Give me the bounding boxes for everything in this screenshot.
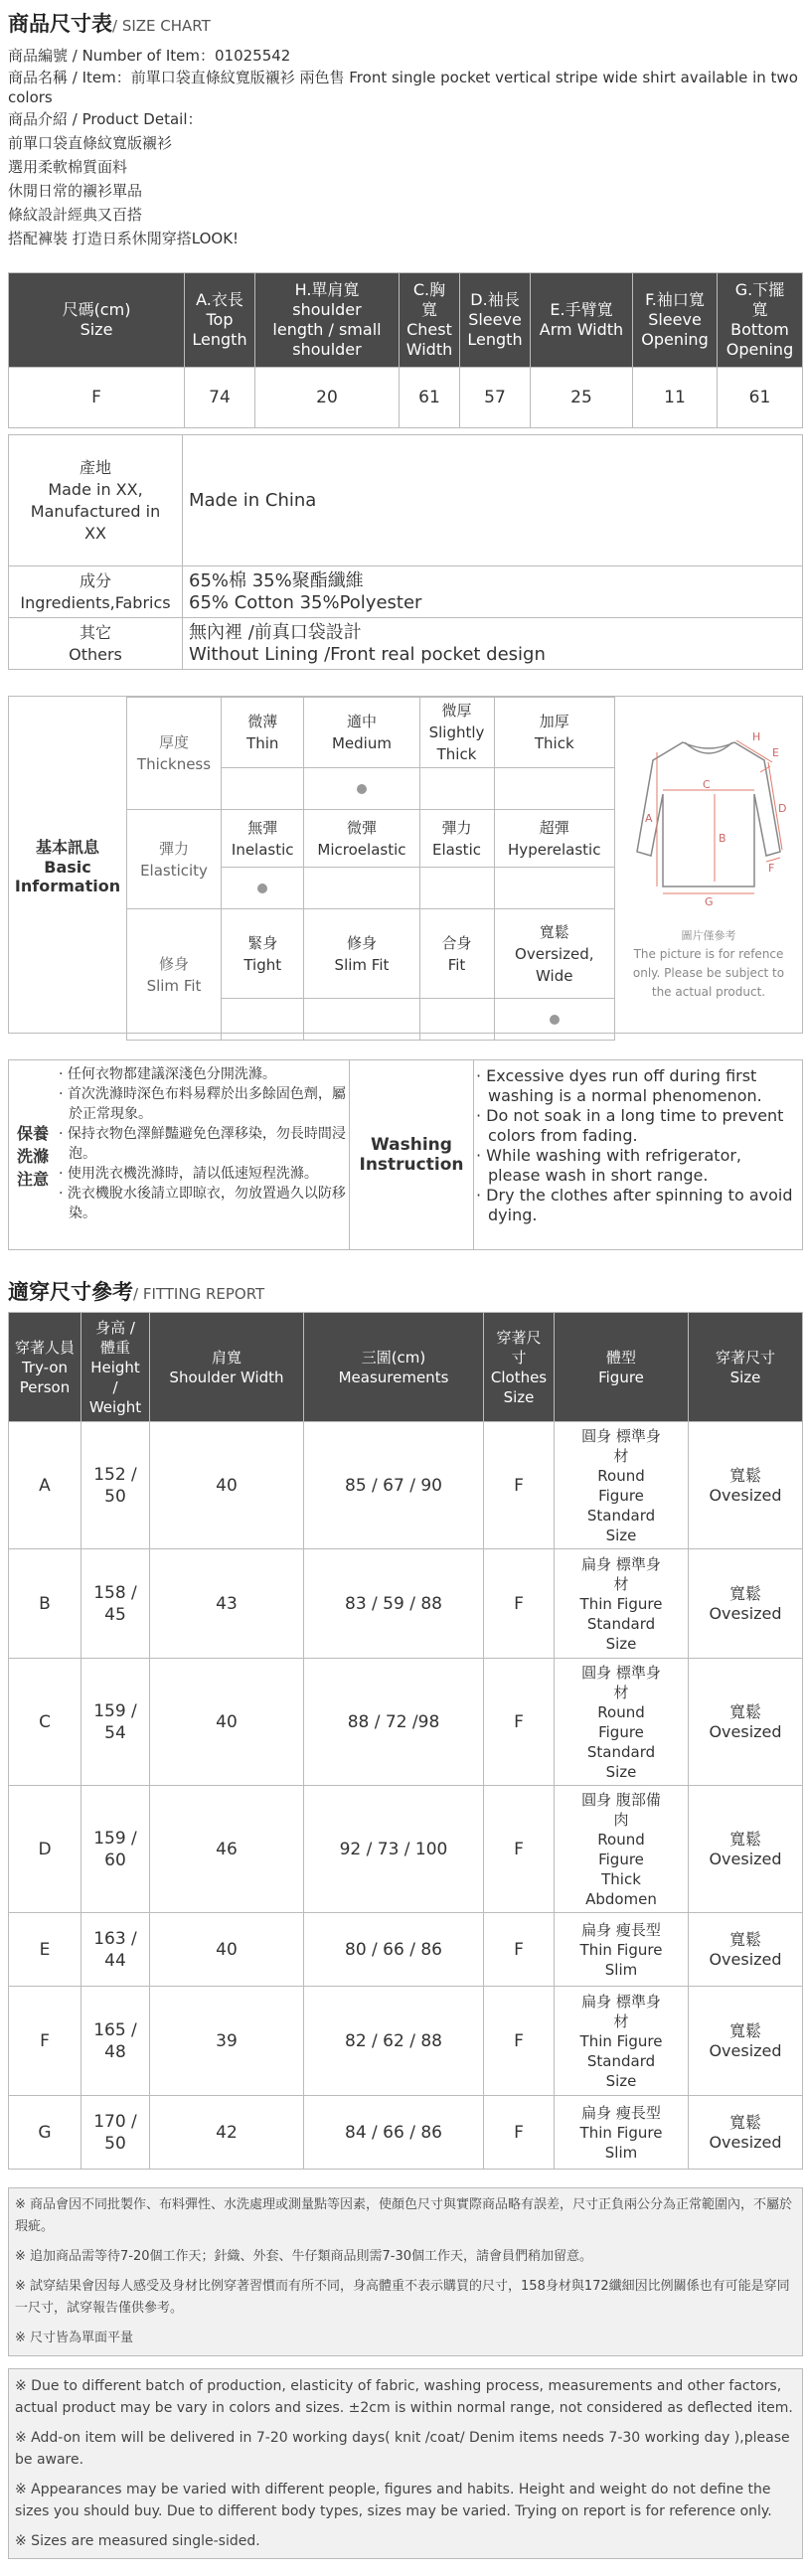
arm-width-header: E.手臂寬 Arm Width xyxy=(531,273,633,368)
bottom-opening-cell: 61 xyxy=(718,368,803,428)
size-col-header: 尺碼(cm) Size xyxy=(9,273,185,368)
figure-header: 體型 Figure xyxy=(555,1313,689,1422)
fit-fit: 合身 Fit xyxy=(419,909,494,999)
others-value xyxy=(183,618,803,670)
diagram-caption-en: The picture is for refence only. Please be subject to the actual product. xyxy=(632,947,785,999)
size-row-f xyxy=(9,368,803,428)
note-en-3: ※ Appearances may be varied with different people, figures and habits. Height and weight do not define the sizes you should buy. Due to different body types, sizes may be varied. Trying on report is for reference only. xyxy=(15,2482,772,2519)
fitting-row xyxy=(9,1913,803,1987)
measurements-cell: 92 / 73 / 100 xyxy=(304,1786,484,1913)
measurements-cell: 88 / 72 /98 xyxy=(304,1659,484,1786)
shoulder-cell: 40 xyxy=(150,1422,304,1549)
note-en-2: ※ Add-on item will be delivered in 7-20 working days( knit /coat/ Denim items needs 7-30 working day ),please be aware. xyxy=(15,2430,790,2468)
washing-list-zh xyxy=(59,1064,349,1223)
height-weight-cell: 170 / 50 xyxy=(81,2096,150,2170)
washing-label-en: Washing Instruction xyxy=(349,1060,474,1249)
height-weight-cell: 159 / 60 xyxy=(81,1786,150,1913)
washing-en-1: · Excessive dyes run off during first washing is a normal phenomenon. xyxy=(476,1066,762,1105)
note-zh-3: ※ 試穿結果會因每人感受及身材比例穿著習慣而有所不同，身高體重不表示購買的尺寸，158身材與172纖細因比例關係也有可能是穿同一尺寸，試穿報告僅供參考。 xyxy=(15,2279,790,2316)
fitting-row xyxy=(9,1786,803,1913)
fitting-title-en: / FITTING REPORT xyxy=(133,1285,265,1303)
thickness-marker-3 xyxy=(494,768,614,810)
measurements-cell: 82 / 62 / 88 xyxy=(304,1987,484,2096)
measurements-cell: 83 / 59 / 88 xyxy=(304,1549,484,1659)
diagram-letter-c: C xyxy=(703,778,711,791)
fitting-row xyxy=(9,1549,803,1659)
wear-size-header: 穿著尺寸 Size xyxy=(689,1313,803,1422)
wear-size-cell: 寬鬆 Ovesized xyxy=(689,1549,803,1659)
shoulder-cell: 39 xyxy=(150,1987,304,2096)
figure-cell: 圓身 標準身 材 Round Figure Standard Size xyxy=(555,1422,689,1549)
figure-cell: 扁身 標準身 材 Thin Figure Standard Size xyxy=(555,1549,689,1659)
washing-list-en xyxy=(476,1066,796,1225)
selected-dot-icon xyxy=(357,784,367,794)
product-detail-label: 商品介紹 / Product Detail： xyxy=(8,110,203,128)
fitting-header xyxy=(9,1313,803,1422)
height-weight-cell: 159 / 54 xyxy=(81,1659,150,1786)
person-cell: E xyxy=(9,1913,81,1987)
figure-cell: 圓身 腹部備 肉 Round Figure Thick Abdomen xyxy=(555,1786,689,1913)
wear-size-cell: 寬鬆 Ovesized xyxy=(689,1913,803,1987)
selected-dot-icon xyxy=(550,1015,560,1025)
size-chart-page xyxy=(8,0,803,2559)
shoulder-length-header: H.單肩寬 shoulder length / small shoulder xyxy=(255,273,400,368)
measurements-cell: 85 / 67 / 90 xyxy=(304,1422,484,1549)
washing-zh-1: · 任何衣物都建議深淺色分開洗滌。 xyxy=(59,1066,276,1082)
fit-marker-2 xyxy=(419,999,494,1041)
product-detail-2: 選用柔軟棉質面料 xyxy=(8,158,128,176)
thickness-marker-0 xyxy=(222,768,304,810)
wear-size-cell: 寬鬆 Ovesized xyxy=(689,1422,803,1549)
size-chart-title: 商品尺寸表 xyxy=(8,12,112,36)
thickness-thin: 微薄 Thin xyxy=(222,698,304,768)
clothes-size-cell: F xyxy=(484,2096,555,2170)
clothes-size-cell: F xyxy=(484,1422,555,1549)
fitting-row xyxy=(9,1422,803,1549)
washing-label-zh: 保養 洗滌 注意 xyxy=(16,1123,49,1189)
item-name: 商品名稱 / Item：前單口袋直條紋寬版襯衫 兩色售 Front single pocket vertical stripe wide shirt available in two colors xyxy=(8,69,798,106)
diagram-letter-e: E xyxy=(772,746,779,759)
thickness-slightly-thick: 微厚 Slightly Thick xyxy=(419,698,494,768)
note-zh-2: ※ 追加商品需等待7-20個工作天；針織、外套、牛仔類商品則需7-30個工作天，請會員們稍加留意。 xyxy=(15,2249,593,2264)
clothes-size-cell: F xyxy=(484,1659,555,1786)
fitting-table xyxy=(8,1312,803,2170)
wear-size-cell: 寬鬆 Ovesized xyxy=(689,1987,803,2096)
thickness-thick: 加厚 Thick xyxy=(494,698,614,768)
origin-table xyxy=(8,434,803,670)
size-table-header xyxy=(9,273,803,368)
product-detail-4: 條紋設計經典又百搭 xyxy=(8,206,143,224)
shoulder-cell: 40 xyxy=(150,1913,304,1987)
thickness-label: 厚度 Thickness xyxy=(127,698,222,810)
measurements-header: 三圍(cm) Measurements xyxy=(304,1313,484,1422)
thickness-marker-2 xyxy=(419,768,494,810)
top-length-header: A.衣長 Top Length xyxy=(185,273,255,368)
top-length-cell: 74 xyxy=(185,368,255,428)
notes-zh xyxy=(8,2187,803,2356)
person-cell: A xyxy=(9,1422,81,1549)
chest-width-cell: 61 xyxy=(400,368,460,428)
measurements-cell: 80 / 66 / 86 xyxy=(304,1913,484,1987)
origin-label: 產地 Made in XX, Manufactured in XX xyxy=(9,435,183,566)
height-weight-cell: 152 / 50 xyxy=(81,1422,150,1549)
chest-width-header: C.胸 寬 Chest Width xyxy=(400,273,460,368)
basic-info-title: 基本訊息 Basic Information xyxy=(14,837,121,895)
ingredients-row xyxy=(9,566,803,618)
elasticity-microelastic: 微彈 Microelastic xyxy=(304,810,419,868)
sleeve-length-header: D.袖長 Sleeve Length xyxy=(460,273,531,368)
washing-en-4: · Dry the clothes after spinning to avoid dying. xyxy=(476,1186,793,1224)
height-weight-cell: 165 / 48 xyxy=(81,1987,150,2096)
others-row xyxy=(9,618,803,670)
item-number: 商品編號 / Number of Item：01025542 xyxy=(8,47,291,65)
elasticity-elastic: 彈力 Elastic xyxy=(419,810,494,868)
sleeve-opening-cell: 11 xyxy=(633,368,718,428)
person-cell: B xyxy=(9,1549,81,1659)
figure-cell: 扁身 瘦長型 Thin Figure Slim xyxy=(555,1913,689,1987)
sleeve-length-cell: 57 xyxy=(460,368,531,428)
basic-info-panel xyxy=(8,696,803,1034)
washing-panel xyxy=(8,1059,803,1250)
diagram-letter-g: G xyxy=(705,895,714,908)
fitting-row xyxy=(9,1987,803,2096)
washing-zh-3: · 保持衣物色澤鮮豔避免色澤移染，勿長時間浸泡。 xyxy=(59,1126,346,1162)
figure-cell: 圓身 標準身 材 Round Figure Standard Size xyxy=(555,1659,689,1786)
clothes-size-cell: F xyxy=(484,1786,555,1913)
diagram-letter-f: F xyxy=(768,862,775,875)
person-cell: G xyxy=(9,2096,81,2170)
note-en-1: ※ Due to different batch of production, elasticity of fabric, washing process, measurements and other factors, actual product may be vary in colors and sizes. ±2cm is within normal range, not considered as deflected item. xyxy=(15,2378,793,2416)
diagram-caption-zh: 圖片僅參考 xyxy=(681,929,736,942)
try-on-person-header: 穿著人員 Try-on Person xyxy=(9,1313,81,1422)
notes-en xyxy=(8,2368,803,2559)
thickness-medium: 適中 Medium xyxy=(304,698,419,768)
fit-marker-1 xyxy=(304,999,419,1041)
sleeve-opening-header: F.袖口寬 Sleeve Opening xyxy=(633,273,718,368)
washing-zh-4: · 使用洗衣機洗滌時，請以低速短程洗滌。 xyxy=(59,1166,318,1182)
fit-label: 修身 Slim Fit xyxy=(127,909,222,1041)
origin-value: Made in China xyxy=(183,435,803,566)
fitting-row xyxy=(9,1659,803,1786)
others-label: 其它 Others xyxy=(9,618,183,670)
wear-size-cell: 寬鬆 Ovesized xyxy=(689,1659,803,1786)
fit-oversized: 寬鬆 Oversized, Wide xyxy=(494,909,614,999)
figure-cell: 扁身 標準身 材 Thin Figure Standard Size xyxy=(555,1987,689,2096)
others-en: Without Lining /Front real pocket design xyxy=(189,643,546,665)
ingredients-en: 65% Cotton 35%Polyester xyxy=(189,591,422,613)
height-weight-cell: 158 / 45 xyxy=(81,1549,150,1659)
others-zh: 無內裡 /前真口袋設計 xyxy=(189,621,362,643)
elasticity-inelastic: 無彈 Inelastic xyxy=(222,810,304,868)
person-cell: C xyxy=(9,1659,81,1786)
washing-en-2: · Do not soak in a long time to prevent colors from fading. xyxy=(476,1106,784,1145)
product-detail-1: 前單口袋直條紋寬版襯衫 xyxy=(8,134,173,152)
shoulder-cell: 46 xyxy=(150,1786,304,1913)
diagram-letter-b: B xyxy=(719,832,726,845)
elasticity-hyperelastic: 超彈 Hyperelastic xyxy=(494,810,614,868)
size-cell: F xyxy=(9,368,185,428)
elasticity-marker-1 xyxy=(304,868,419,909)
note-en-4: ※ Sizes are measured single-sided. xyxy=(15,2533,260,2549)
washing-zh-5: · 洗衣機脫水後請立即晾衣，勿放置過久以防移染。 xyxy=(59,1186,346,1221)
ingredients-zh: 65%棉 35%聚酯纖維 xyxy=(189,569,364,591)
elasticity-marker-2 xyxy=(419,868,494,909)
person-cell: D xyxy=(9,1786,81,1913)
garment-diagram xyxy=(623,703,794,1027)
diagram-letter-d: D xyxy=(778,802,787,815)
product-detail-3: 休閒日常的襯衫單品 xyxy=(8,182,143,200)
fitting-title: 適穿尺寸參考 xyxy=(8,1280,133,1304)
elasticity-label: 彈力 Elasticity xyxy=(127,810,222,909)
size-chart-heading xyxy=(8,8,803,38)
shoulder-cell: 40 xyxy=(150,1659,304,1786)
thickness-marker-1 xyxy=(304,768,419,810)
clothes-size-cell: F xyxy=(484,1913,555,1987)
note-zh-4: ※ 尺寸皆為單面平量 xyxy=(15,2331,134,2345)
fit-tight: 緊身 Tight xyxy=(222,909,304,999)
shoulder-length-cell: 20 xyxy=(255,368,400,428)
wear-size-cell: 寬鬆 Ovesized xyxy=(689,1786,803,1913)
fitting-heading xyxy=(8,1276,803,1306)
shoulder-width-header: 肩寬 Shoulder Width xyxy=(150,1313,304,1422)
selected-dot-icon xyxy=(257,884,267,893)
diagram-letter-a: A xyxy=(645,812,653,825)
elasticity-marker-0 xyxy=(222,868,304,909)
fit-slim: 修身 Slim Fit xyxy=(304,909,419,999)
attribute-grid xyxy=(126,697,615,1041)
size-chart-title-en: / SIZE CHART xyxy=(112,17,211,35)
shoulder-cell: 42 xyxy=(150,2096,304,2170)
fitting-row xyxy=(9,2096,803,2170)
wear-size-cell: 寬鬆 Ovesized xyxy=(689,2096,803,2170)
shoulder-cell: 43 xyxy=(150,1549,304,1659)
measurements-cell: 84 / 66 / 86 xyxy=(304,2096,484,2170)
fit-marker-3 xyxy=(494,999,614,1041)
clothes-size-cell: F xyxy=(484,1549,555,1659)
size-table xyxy=(8,272,803,428)
diagram-letter-h: H xyxy=(752,730,761,743)
clothes-size-header: 穿著尺 寸 Clothes Size xyxy=(484,1313,555,1422)
washing-en-3: · While washing with refrigerator, please wash in short range. xyxy=(476,1146,742,1185)
figure-cell: 扁身 瘦長型 Thin Figure Slim xyxy=(555,2096,689,2170)
note-zh-1: ※ 商品會因不同批製作、布料彈性、水洗處理或測量點等因素，使顏色尺寸與實際商品略有誤差，尺寸正負兩公分為正常範圍內，不屬於瑕疵。 xyxy=(15,2197,793,2234)
product-detail-5: 搭配褲裝 打造日系休閒穿搭LOOK! xyxy=(8,230,240,247)
origin-row xyxy=(9,435,803,566)
fit-marker-0 xyxy=(222,999,304,1041)
person-cell: F xyxy=(9,1987,81,2096)
height-weight-header: 身高 / 體重 Height / Weight xyxy=(81,1313,150,1422)
bottom-opening-header: G.下擺 寬 Bottom Opening xyxy=(718,273,803,368)
height-weight-cell: 163 / 44 xyxy=(81,1913,150,1987)
arm-width-cell: 25 xyxy=(531,368,633,428)
ingredients-label: 成分 Ingredients,Fabrics xyxy=(9,566,183,618)
clothes-size-cell: F xyxy=(484,1987,555,2096)
washing-zh-2: · 首次洗滌時深色布料易釋於出多餘固色劑，屬於正常現象。 xyxy=(59,1086,346,1122)
ingredients-value xyxy=(183,566,803,618)
elasticity-marker-3 xyxy=(494,868,614,909)
